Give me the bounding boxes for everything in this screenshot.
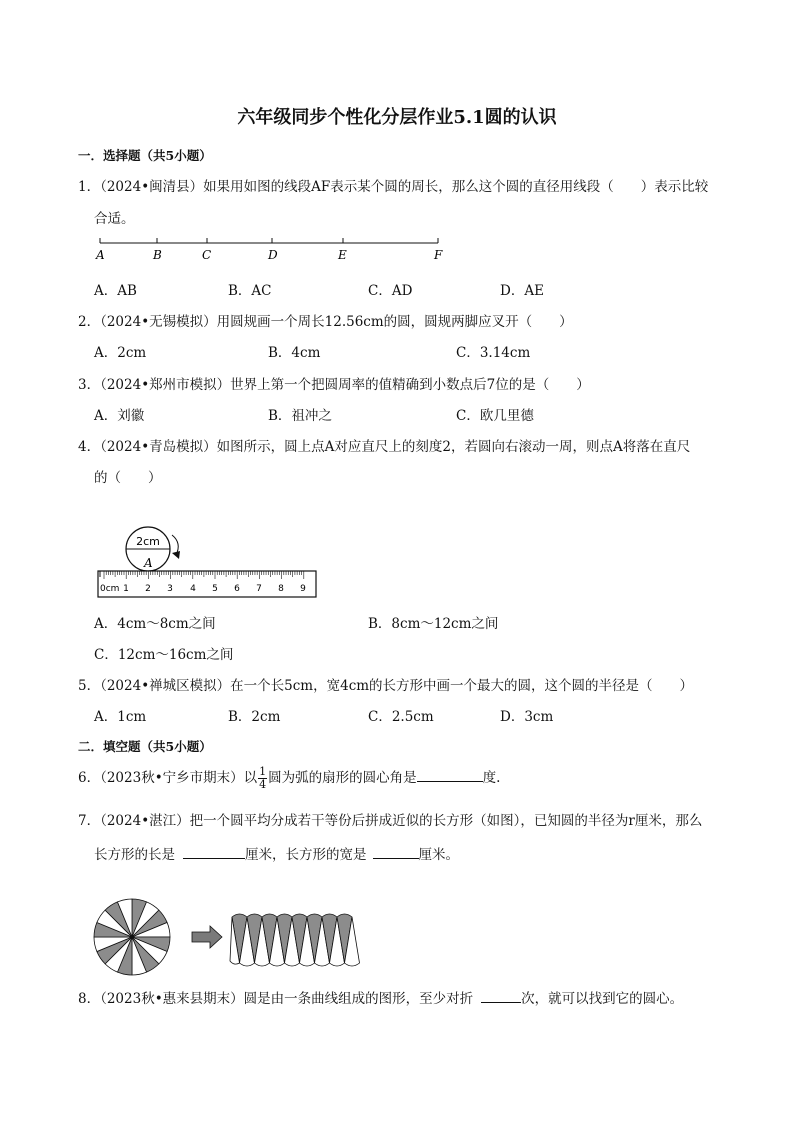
question-7-text-cont xyxy=(94,843,459,863)
fraction-numerator: 1 xyxy=(259,765,267,778)
q4-option-c: C．12cm～16cm之间 xyxy=(94,647,234,663)
q2-option-b: B．4cm xyxy=(268,345,321,361)
q4-option-b: B．8cm～12cm之间 xyxy=(368,616,499,632)
section-heading-choice: 一．选择题（共5小题） xyxy=(78,148,212,163)
q5-option-c: C．2.5cm xyxy=(368,709,434,725)
page-title: 六年级同步个性化分层作业5.1圆的认识 xyxy=(237,107,557,128)
ruler-circle-figure xyxy=(96,525,320,601)
quarter-fraction xyxy=(258,766,267,791)
q3-option-a: A．刘徽 xyxy=(94,408,145,424)
circle-diameter-label: 2cm xyxy=(136,535,160,548)
question-4-text-cont: 的（ ） xyxy=(94,470,162,486)
section-heading-fill: 二．填空题（共5小题） xyxy=(78,739,212,754)
q3-option-b: B．祖冲之 xyxy=(268,408,332,424)
segment-af-figure xyxy=(94,234,454,264)
question-7-text: 7．（2024•湛江）把一个圆平均分成若干等份后拼成近似的长方形（如图），已知圆的半径为r厘米，那么 xyxy=(78,813,703,829)
ruler-tick-0: 0cm xyxy=(100,584,120,594)
q5-option-b: B．2cm xyxy=(228,709,281,725)
q5-option-d: D．3cm xyxy=(500,709,554,725)
point-f-label: F xyxy=(434,248,443,262)
circle-point-a-label: A xyxy=(144,556,153,570)
ruler-tick-8: 8 xyxy=(278,584,284,594)
q6-suffix: 度. xyxy=(482,770,501,786)
point-c-label: C xyxy=(202,248,212,262)
ruler-tick-5: 5 xyxy=(212,584,218,594)
question-3-text: 3．（2024•郑州市模拟）世界上第一个把圆周率的值精确到小数点后7位的是（ ） xyxy=(78,377,590,393)
fraction-denominator: 4 xyxy=(259,778,267,791)
q7-length-label: 长方形的长是 xyxy=(94,847,175,863)
ruler-tick-6: 6 xyxy=(234,584,240,594)
q8-answer-blank[interactable] xyxy=(481,990,521,1003)
ruler-tick-7: 7 xyxy=(256,584,262,594)
q6-prefix: 6．（2023秋•宁乡市期末）以 xyxy=(78,770,258,786)
q7-width-blank[interactable] xyxy=(373,846,419,859)
point-e-label: E xyxy=(338,248,347,262)
q7-width-label: 厘米，长方形的宽是 xyxy=(245,847,367,863)
question-1-text: 1．（2024•闽清县）如果用如图的线段AF表示某个圆的周长，那么这个圆的直径用线段（ ）表示比较 xyxy=(78,179,709,195)
q2-option-c: C．3.14cm xyxy=(456,345,531,361)
ruler-tick-4: 4 xyxy=(190,584,196,594)
q7-length-blank[interactable] xyxy=(183,846,245,859)
ruler-tick-9: 9 xyxy=(300,584,306,594)
q6-middle: 圆为弧的扇形的圆心角是 xyxy=(268,770,417,786)
ruler-tick-2: 2 xyxy=(145,584,151,594)
ruler-tick-3: 3 xyxy=(167,584,173,594)
question-6-text xyxy=(78,764,500,792)
q3-option-c: C．欧几里德 xyxy=(456,408,534,424)
circle-to-rectangle-figure xyxy=(92,893,362,981)
q2-option-a: A．2cm xyxy=(94,345,147,361)
question-1-text-cont: 合适。 xyxy=(94,211,135,227)
question-2-text: 2．（2024•无锡模拟）用圆规画一个周长12.56cm的圆，圆规两脚应叉开（ ） xyxy=(78,314,573,330)
point-d-label: D xyxy=(268,248,278,262)
q4-option-a: A．4cm～8cm之间 xyxy=(94,616,216,632)
q1-option-b: B．AC xyxy=(228,283,272,299)
point-a-label: A xyxy=(96,248,105,262)
q8-suffix: 次，就可以找到它的圆心。 xyxy=(521,991,684,1007)
ruler-tick-1: 1 xyxy=(123,584,129,594)
q6-answer-blank[interactable] xyxy=(417,769,483,782)
q1-option-d: D．AE xyxy=(500,283,544,299)
arrow-icon xyxy=(192,926,222,948)
q5-option-a: A．1cm xyxy=(94,709,147,725)
question-5-text: 5．（2024•禅城区模拟）在一个长5cm，宽4cm的长方形中画一个最大的圆，这个圆的半径是（ ） xyxy=(78,678,694,694)
question-8-text xyxy=(78,987,683,1007)
point-b-label: B xyxy=(153,248,162,262)
q7-unit: 厘米。 xyxy=(418,847,459,863)
q8-prefix: 8．（2023秋•惠来县期末）圆是由一条曲线组成的图形，至少对折 xyxy=(78,991,474,1007)
q1-option-c: C．AD xyxy=(368,283,413,299)
q1-option-a: A．AB xyxy=(94,283,137,299)
question-4-text: 4．（2024•青岛模拟）如图所示，圆上点A对应直尺上的刻度2，若圆向右滚动一周，则点A将落在直尺 xyxy=(78,439,691,455)
